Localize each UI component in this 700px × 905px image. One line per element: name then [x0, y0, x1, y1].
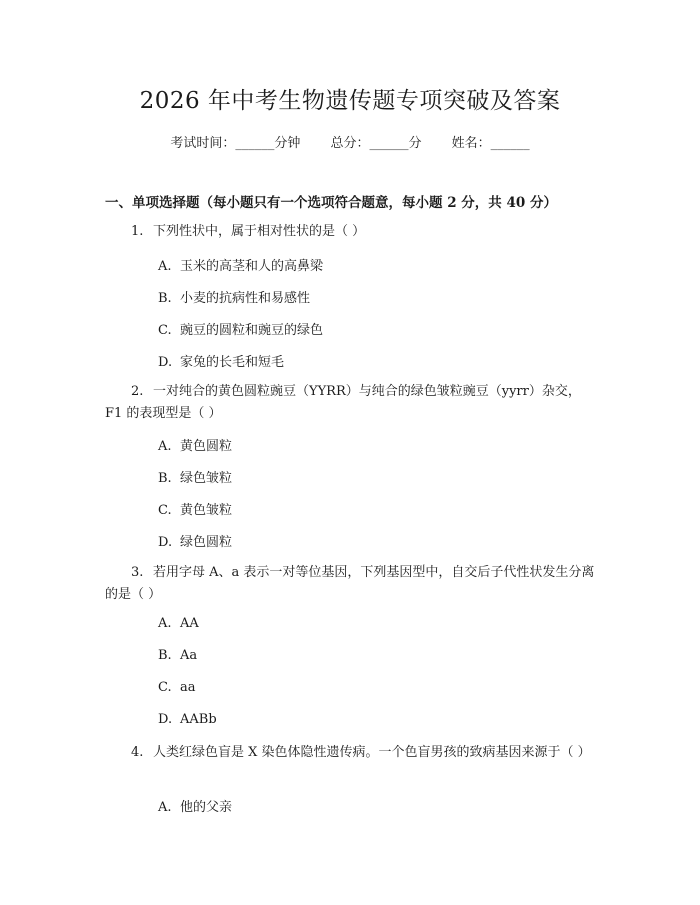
option-text: 玉米的高茎和人的高鼻梁 — [180, 259, 324, 274]
option-text: 黄色圆粒 — [180, 439, 233, 454]
question-text: 一对纯合的黄色圆粒豌豆（YYRR）与纯合的绿色皱粒豌豆（yyrr）杂交，F1 的表现型是（ ） — [105, 384, 581, 421]
question-3 — [105, 562, 597, 606]
option — [158, 680, 196, 695]
option-letter: D. — [158, 712, 173, 727]
question-number: 2. — [131, 384, 144, 399]
option-letter: C. — [158, 503, 172, 518]
option — [158, 499, 232, 518]
option-text: 绿色圆粒 — [180, 535, 233, 550]
option-letter: D. — [158, 535, 173, 550]
option-text: 豌豆的圆粒和豌豆的绿色 — [180, 323, 324, 338]
exam-score-field: 总分：______分 — [330, 136, 422, 151]
option-letter: C. — [158, 323, 172, 338]
option — [158, 351, 284, 370]
option — [158, 435, 232, 454]
question-1 — [105, 221, 597, 243]
option-text: 黄色皱粒 — [180, 503, 233, 518]
option — [158, 616, 199, 631]
option-text: 家兔的长毛和短毛 — [180, 355, 285, 370]
exam-name-field: 姓名：______ — [451, 136, 530, 151]
question-text: 下列性状中，属于相对性状的是（ ） — [153, 224, 366, 239]
exam-meta — [0, 132, 700, 151]
option-letter: B. — [158, 648, 172, 663]
option-letter: A. — [158, 259, 172, 274]
option-text: Aa — [180, 648, 198, 663]
option-letter: D. — [158, 355, 173, 370]
option-text: aa — [180, 680, 196, 695]
option-letter: A. — [158, 439, 172, 454]
option — [158, 467, 232, 486]
option-text: 绿色皱粒 — [180, 471, 233, 486]
option — [158, 255, 323, 274]
option-letter: C. — [158, 680, 172, 695]
question-4 — [105, 742, 597, 764]
option — [158, 648, 197, 663]
option — [158, 531, 232, 550]
option-text: AA — [180, 616, 199, 631]
option-letter: A. — [158, 616, 172, 631]
exam-time-field: 考试时间：______分钟 — [170, 136, 301, 151]
option — [158, 287, 310, 306]
question-number: 3. — [131, 565, 144, 580]
option-text: 他的父亲 — [180, 800, 233, 815]
option-text: 小麦的抗病性和易感性 — [180, 291, 311, 306]
option-letter: B. — [158, 471, 172, 486]
question-2 — [105, 381, 597, 425]
question-number: 1. — [131, 224, 144, 239]
page-title: 2026 年中考生物遗传题专项突破及答案 — [139, 88, 561, 114]
section-heading: 一、单项选择题（每小题只有一个选项符合题意，每小题 2 分，共 40 分） — [105, 195, 557, 211]
question-number: 4. — [131, 745, 144, 760]
option-letter: A. — [158, 800, 172, 815]
option — [158, 796, 232, 815]
question-text: 若用字母 A、a 表示一对等位基因，下列基因型中，自交后子代性状发生分离的是（ ） — [105, 565, 595, 602]
option-text: AABb — [180, 712, 217, 727]
option — [158, 712, 217, 727]
option — [158, 319, 323, 338]
option-letter: B. — [158, 291, 172, 306]
question-text: 人类红绿色盲是 X 染色体隐性遗传病。一个色盲男孩的致病基因来源于（ ） — [153, 745, 591, 760]
